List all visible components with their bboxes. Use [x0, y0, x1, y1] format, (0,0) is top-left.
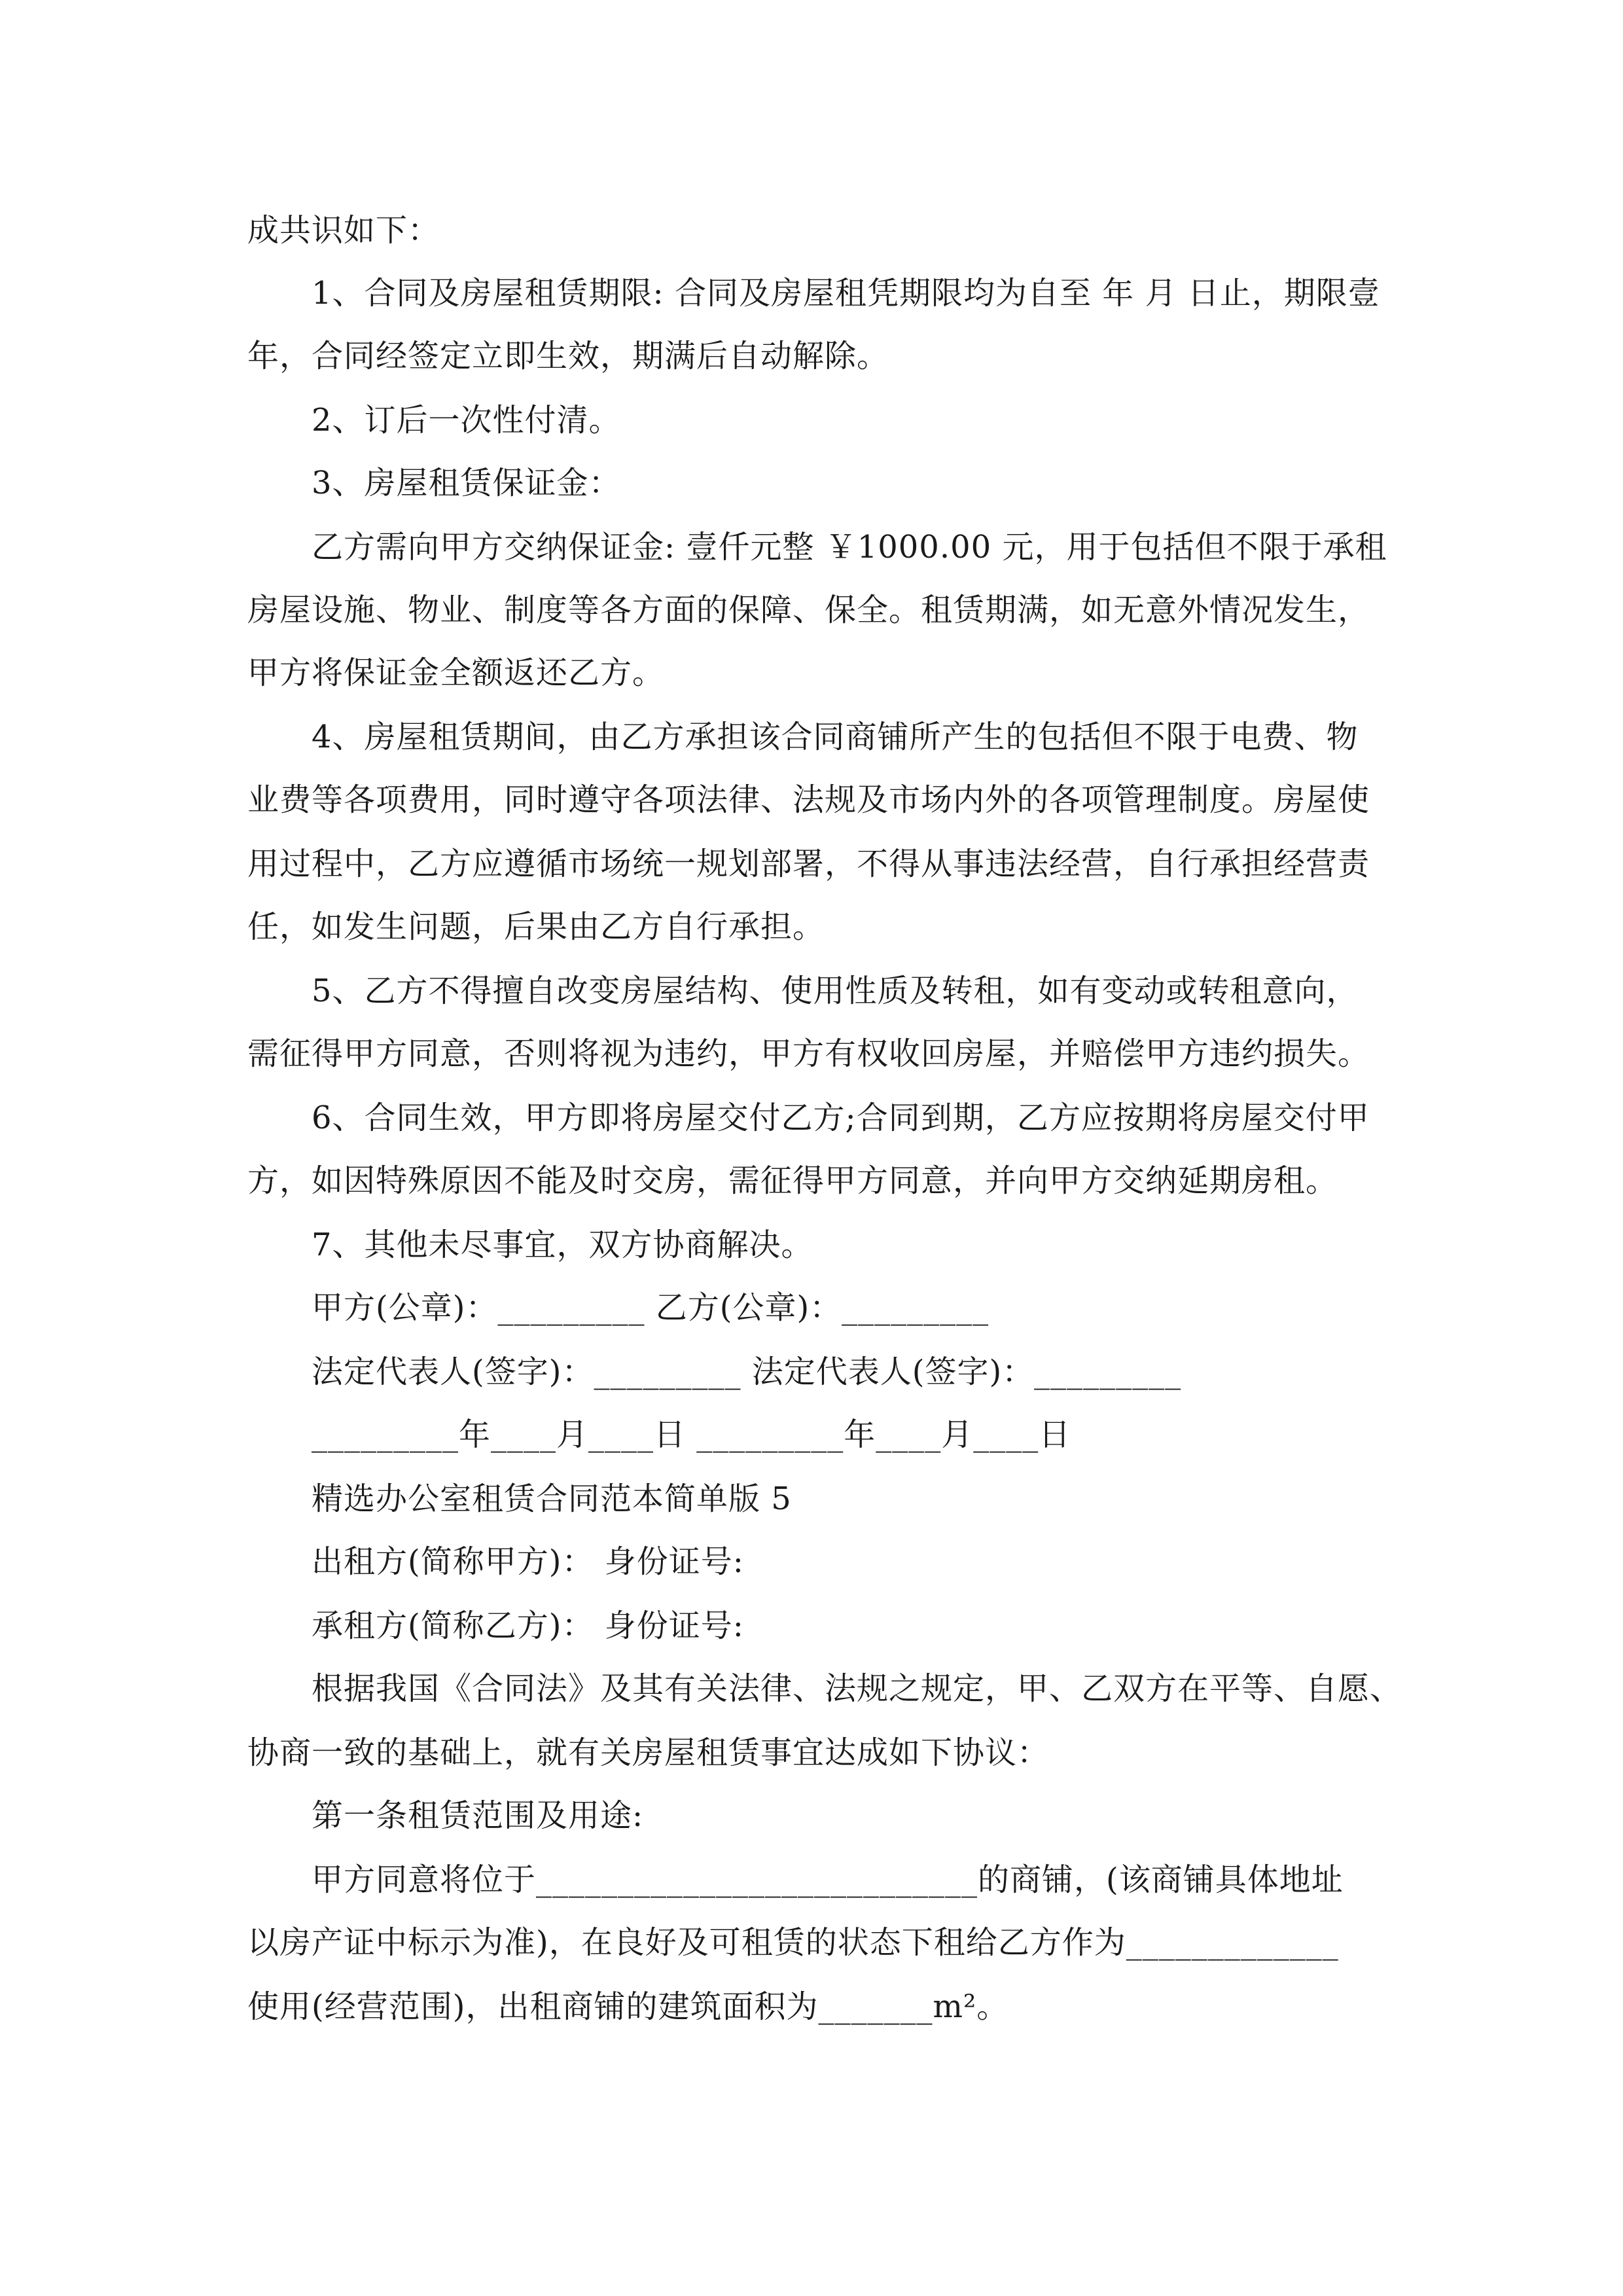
text-line: 根据我国《合同法》及其有关法律、法规之规定，甲、乙双方在平等、自愿、 — [312, 1670, 1402, 1707]
text-line: 业费等各项费用，同时遵守各项法律、法规及市场内外的各项管理制度。房屋使 — [247, 781, 1370, 818]
signature-line: 法定代表人(签字)：_________ 法定代表人(签字)：_________ — [312, 1354, 1182, 1390]
text-line: 5、乙方不得擅自改变房屋结构、使用性质及转租，如有变动或转租意向， — [312, 973, 1359, 1009]
text-line: 甲方将保证金全额返还乙方。 — [247, 655, 665, 691]
text-line: 成共识如下： — [247, 212, 440, 249]
text-line: 2、订后一次性付清。 — [312, 402, 621, 439]
text-line: 出租方(简称甲方)： 身份证号: — [312, 1543, 744, 1580]
text-line: 年，合同经签定立即生效，期满后自动解除。 — [247, 338, 889, 374]
text-line: 用过程中，乙方应遵循市场统一规划部署，不得从事违法经营，自行承担经营责 — [247, 846, 1370, 882]
text-line: 承租方(简称乙方)： 身份证号: — [312, 1607, 744, 1644]
text-line: 方，如因特殊原因不能及时交房，需征得甲方同意，并向甲方交纳延期房租。 — [247, 1162, 1338, 1199]
text-line: 协商一致的基础上，就有关房屋租赁事宜达成如下协议： — [247, 1734, 1050, 1771]
text-line: 1、合同及房屋租赁期限: 合同及房屋租凭期限均为自至 年 月 日止，期限壹 — [312, 275, 1380, 312]
section-heading: 精选办公室租赁合同范本简单版 5 — [312, 1480, 792, 1517]
text-line: 乙方需向甲方交纳保证金: 壹仟元整 ￥1000.00 元，用于包括但不限于承租 — [312, 529, 1387, 565]
text-line: 第一条租赁范围及用途: — [312, 1797, 644, 1834]
text-line: 6、合同生效，甲方即将房屋交付乙方;合同到期，乙方应按期将房屋交付甲 — [312, 1100, 1370, 1136]
text-line: 以房产证中标示为准)，在良好及可租赁的状态下租给乙方作为_____________ — [247, 1924, 1339, 1961]
signature-line: 甲方(公章)：_________ 乙方(公章)：_________ — [312, 1289, 990, 1326]
text-line: 需征得甲方同意，否则将视为违约，甲方有权收回房屋，并赔偿甲方违约损失。 — [247, 1035, 1370, 1072]
text-line: 使用(经营范围)，出租商铺的建筑面积为_______m²。 — [247, 1988, 1009, 2025]
date-line: _________年____月____日 _________年____月____日 — [312, 1416, 1071, 1453]
text-line: 3、房屋租赁保证金： — [312, 465, 621, 501]
text-line: 房屋设施、物业、制度等各方面的保障、保全。租赁期满，如无意外情况发生， — [247, 592, 1370, 628]
text-line: 甲方同意将位于___________________________的商铺，(该商铺具体地址 — [312, 1861, 1344, 1898]
text-line: 任，如发生问题，后果由乙方自行承担。 — [247, 908, 825, 945]
text-line: 4、房屋租赁期间，由乙方承担该合同商铺所产生的包括但不限于电费、物 — [312, 719, 1359, 755]
text-line: 7、其他未尽事宜，双方协商解决。 — [312, 1227, 813, 1263]
